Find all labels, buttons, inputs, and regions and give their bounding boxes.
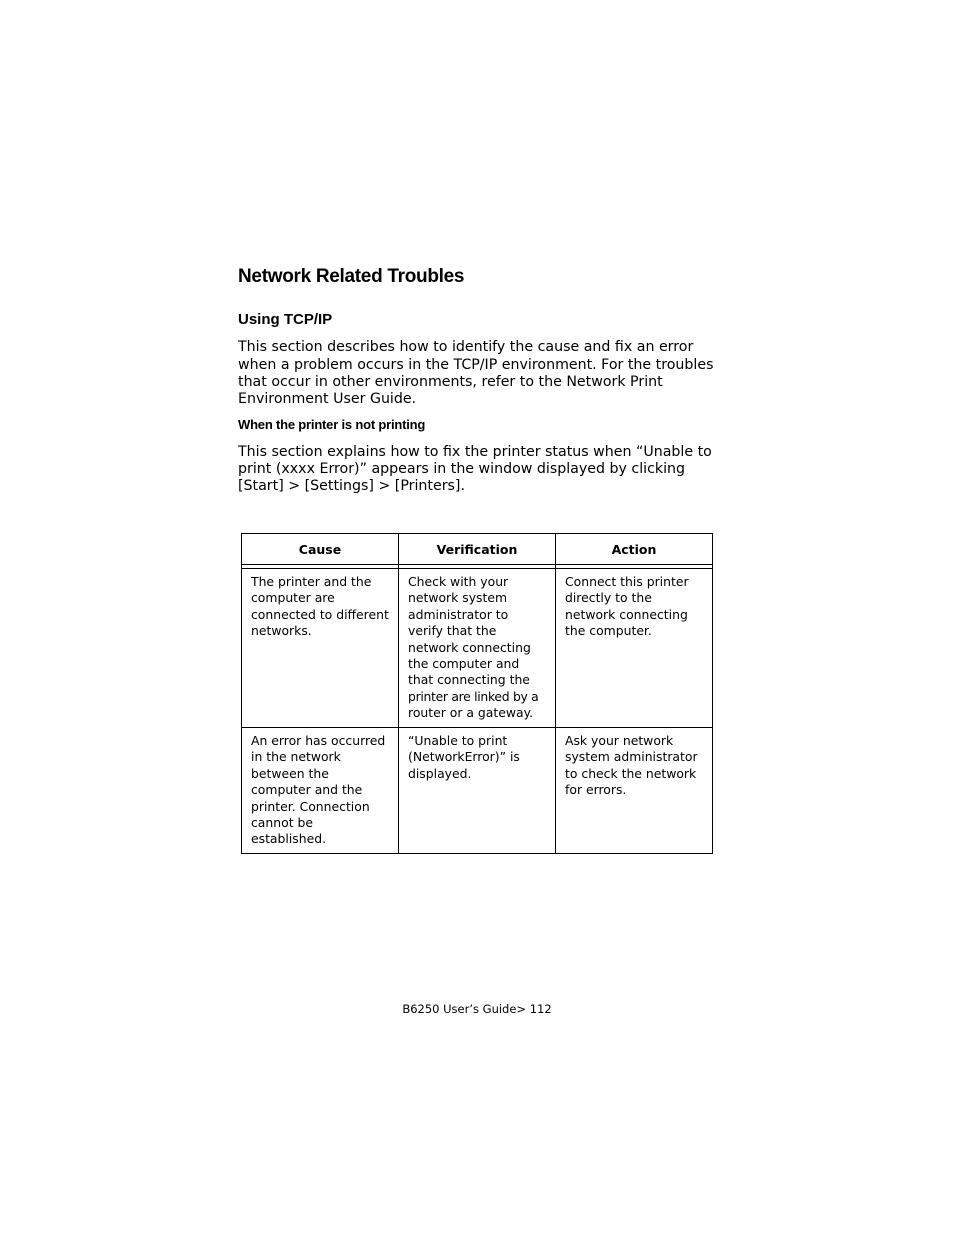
action-cell bbox=[556, 728, 713, 854]
cell-text-line: established. bbox=[251, 831, 327, 847]
verification-cell bbox=[399, 728, 556, 854]
section-heading: Using TCP/IP bbox=[238, 311, 333, 328]
cell-text-line: between the bbox=[251, 765, 329, 781]
body-text-line: print (xxxx Error)” appears in the window displayed by clicking bbox=[238, 461, 686, 477]
cell-text-line: displayed. bbox=[408, 765, 472, 781]
header-action: Action bbox=[556, 534, 713, 565]
cell-text-line: network connecting bbox=[565, 606, 688, 622]
header-verification: Verification bbox=[399, 534, 556, 565]
cell-text-line: network system bbox=[408, 590, 508, 606]
verification-cell bbox=[399, 569, 556, 728]
cell-text-line: (NetworkError)” is bbox=[408, 749, 520, 765]
cell-text-line: the computer. bbox=[565, 623, 652, 639]
cell-text-line: the computer and bbox=[408, 656, 520, 672]
cell-text-line: “Unable to print bbox=[408, 733, 508, 748]
cell-text-line: router or a gateway. bbox=[408, 705, 534, 721]
table-row bbox=[242, 728, 713, 854]
cell-text-line: computer are bbox=[251, 590, 335, 606]
intro-text-line: when a problem occurs in the TCP/IP environment. For the troubles bbox=[238, 357, 714, 373]
cell-text-line: for errors. bbox=[565, 782, 627, 798]
subsection-heading: When the printer is not printing bbox=[238, 417, 426, 432]
cell-text-line: in the network bbox=[251, 749, 341, 765]
cell-text-line: An error has occurred bbox=[251, 733, 386, 748]
body-text-line: This section explains how to fix the printer status when “Unable to bbox=[238, 444, 712, 460]
cell-text-line: that connecting the bbox=[408, 672, 530, 688]
cell-text-line: computer and the bbox=[251, 782, 363, 798]
cell-text-line: Check with your bbox=[408, 574, 509, 589]
page-footer: B6250 User’s Guide> 112 bbox=[402, 1002, 552, 1016]
cell-text-line: printer. Connection bbox=[251, 798, 370, 814]
cell-text-line: directly to the bbox=[565, 590, 652, 606]
cell-text-line: The printer and the bbox=[251, 574, 372, 589]
troubleshooting-table bbox=[241, 533, 713, 854]
page-title: Network Related Troubles bbox=[238, 266, 465, 287]
cell-text-line: connected to different bbox=[251, 606, 389, 622]
table-row bbox=[242, 569, 713, 728]
cell-text-line: cannot be bbox=[251, 815, 313, 831]
intro-text-line: Environment User Guide. bbox=[238, 391, 417, 407]
intro-text-line: This section describes how to identify the cause and fix an error bbox=[238, 339, 694, 355]
cause-cell bbox=[242, 728, 399, 854]
header-cause: Cause bbox=[242, 534, 399, 565]
cell-text-line: administrator to bbox=[408, 606, 509, 622]
cell-text-line: networks. bbox=[251, 623, 312, 639]
cell-text-line: system administrator bbox=[565, 749, 698, 765]
cause-cell bbox=[242, 569, 399, 728]
body-text-line: [Start] > [Settings] > [Printers]. bbox=[238, 478, 465, 494]
cell-text-line: Connect this printer bbox=[565, 574, 689, 589]
cell-text-line: printer are linked by a bbox=[408, 688, 539, 704]
intro-text-line: that occur in other environments, refer to the Network Print bbox=[238, 374, 663, 390]
cell-text-line: Ask your network bbox=[565, 733, 674, 748]
action-cell bbox=[556, 569, 713, 728]
cell-text-line: verify that the bbox=[408, 623, 497, 639]
cell-text-line: network connecting bbox=[408, 639, 531, 655]
table-header-row bbox=[242, 534, 713, 565]
cell-text-line: to check the network bbox=[565, 765, 697, 781]
